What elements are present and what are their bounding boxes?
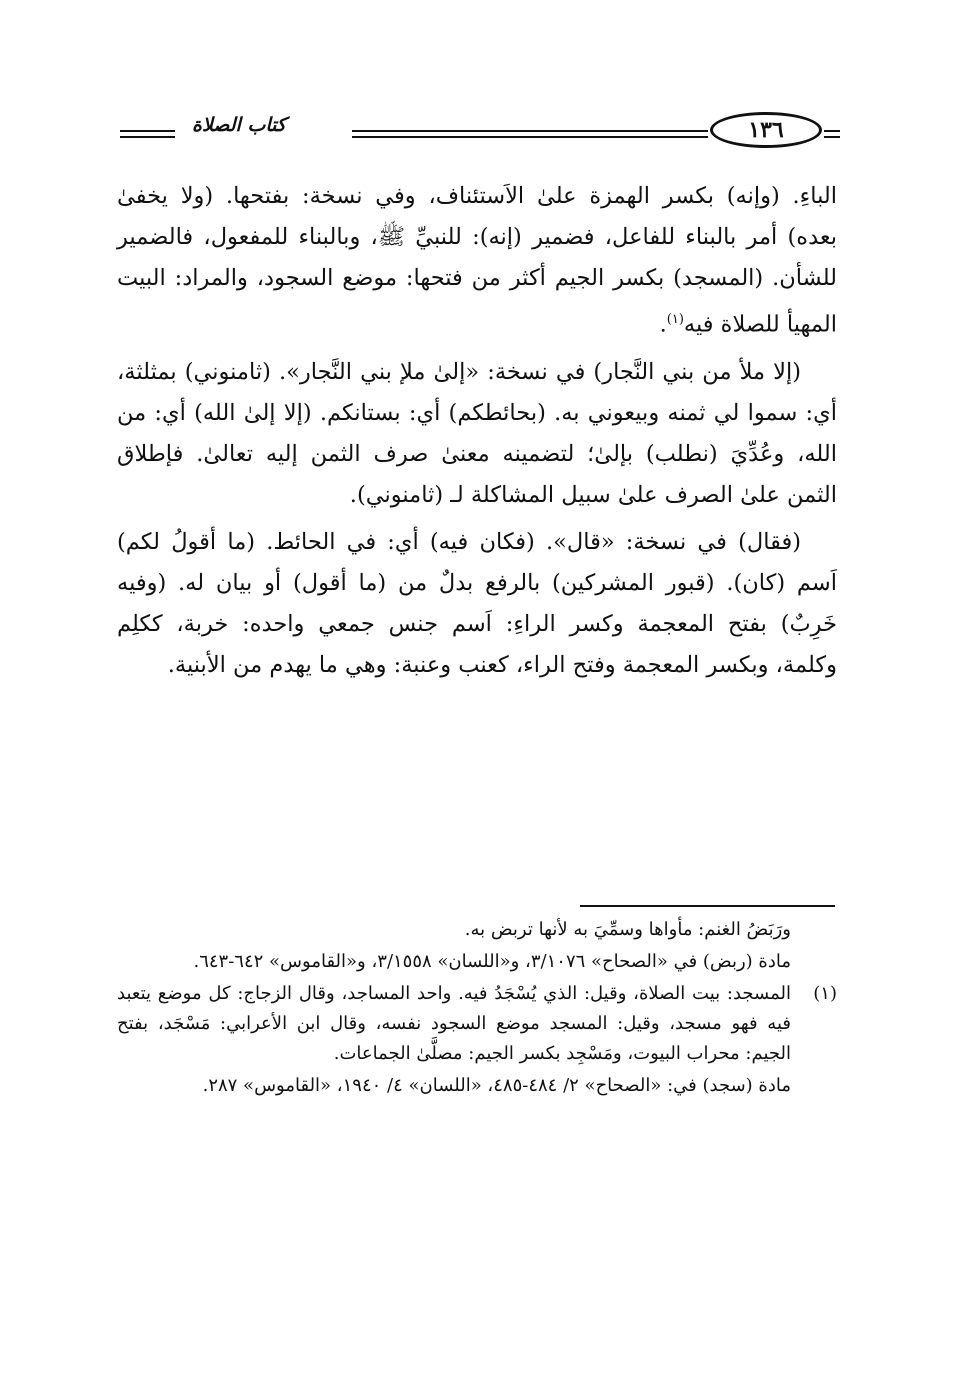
header-rule-right: [824, 130, 840, 132]
page-number: ١٣٦: [710, 112, 822, 148]
footnote-continuation-source: مادة (ربض) في «الصحاح» ٣/١٠٧٦، و«اللسان» ٣/١٥٥٨، و«القاموس» ٦٤٢-٦٤٣.: [193, 951, 791, 972]
paragraph-text: الباءِ. (وإنه) بكسر الهمزة علىٰ الاَستئناف، وفي نسخة: بفتحها. (ولا يخفىٰ بعده) أمر بالبناء للفاعل، فضمير (إنه): للنبيِّ ﷺ، وبالبناء للمفعول، فالضمير للشأن. (المسجد) بكسر الجيم أكثر من فتحها: موضع السجود، والمراد: البيت المهيأ للصلاة فيه: [117, 183, 837, 338]
header-rule-middle: [352, 136, 708, 138]
header-rule-left: [120, 130, 175, 132]
footnote-body: [117, 979, 791, 1103]
header-rule-middle: [352, 130, 708, 132]
footnote-ref: (١): [666, 312, 684, 327]
footnote-source: مادة (سجد) في: «الصحاح» ٢/ ٤٨٤-٤٨٥، «اللسان» ٤/ ١٩٤٠، «القاموس» ٢٨٧.: [202, 1075, 791, 1096]
paragraph-end: .: [659, 311, 667, 338]
header-rule-left: [120, 136, 175, 138]
page-header: [120, 110, 840, 152]
header-rule-right: [824, 136, 840, 138]
footnotes: [117, 915, 837, 1103]
book-title: كتاب الصلاة: [192, 114, 286, 136]
paragraph: (فقال) في نسخة: «قال». (فكان فيه) أي: في الحائط. (ما أقولُ لكم) اَسم (كان). (قبور المشركين) بالرفع بدلٌ من (ما أقول) أو بيان له. (وفيه خَرِبٌ) بفتح المعجمة وكسر الراءِ: اَسم جنس جمعي واحده: خربة، ككلِم وكلمة، وبكسر المعجمة وفتح الراء، كعنب وعنبة: وهي ما يهدم من الأبنية.: [117, 528, 837, 678]
main-text: [117, 176, 837, 692]
footnote-1: [117, 979, 837, 1103]
footnote-continuation: ورَبَضُ الغنم: مأواها وسمِّيَ به لأنها تربض به.: [464, 919, 791, 940]
footnote-separator: [580, 905, 835, 907]
paragraph: (إلا ملأ من بني النَّجار) في نسخة: «إلىٰ ملإ بني النَّجار». (ثامنوني) بمثلثة، أي: سموا لي ثمنه وبيعوني به. (بحائطكم) أي: بستانكم. (إلا إلىٰ الله) أي: من الله، وعُدِّيَ (نطلب) بإلىٰ؛ لتضمينه معنىٰ صرف الثمن إليه تعالىٰ. فإطلاق الثمن علىٰ الصرف علىٰ سبيل المشاكلة لـ (ثامنوني).: [117, 358, 837, 508]
paragraph: [117, 176, 837, 346]
footnote-text: المسجد: بيت الصلاة، وقيل: الذي يُسْجَدُ فيه. واحد المساجد، وقال الزجاج: كل موضع يتعبد فيه فهو مسجد، وقيل: المسجد موضع السجود نفسه، وقال ابن الأعرابي: مَسْجَد، بفتح الجيم: محراب البيوت، ومَسْجِد بكسر الجيم: مصلَّىٰ الجماعات.: [117, 983, 791, 1064]
footnote-number: (١): [813, 983, 837, 1004]
